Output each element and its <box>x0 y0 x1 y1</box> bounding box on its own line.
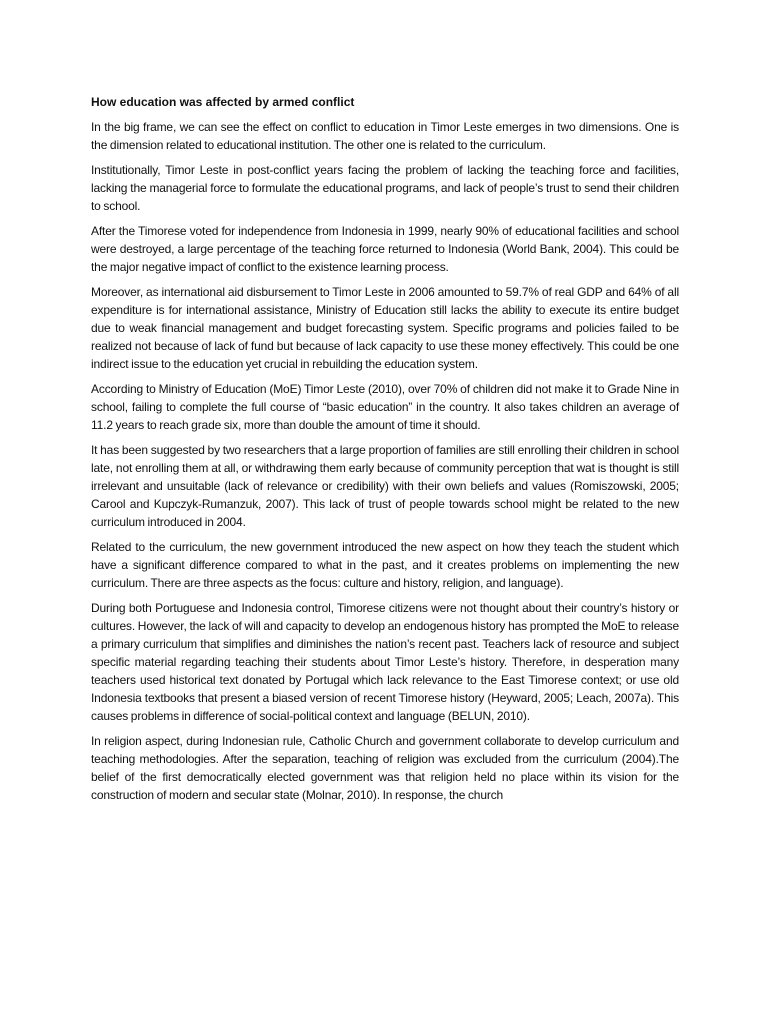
paragraph-9: In religion aspect, during Indonesian rule, Catholic Church and government collaborate to develop curriculum and teaching methodologies. After the separation, teaching of religion was excluded from the curriculum (2004).The belief of the first democratically elected government was that religion held no place within its vision for the construction of modern and secular state (Molnar, 2010). In response, the church <box>91 734 679 802</box>
paragraph-3: After the Timorese voted for independence from Indonesia in 1999, nearly 90% of educational facilities and school were destroyed, a large percentage of the teaching force returned to Indonesia (World Bank, 2004). This could be the major negative impact of conflict to the existence learning process. <box>91 224 679 274</box>
paragraph-6: It has been suggested by two researchers that a large proportion of families are still enrolling their children in school late, not enrolling them at all, or withdrawing them early because of community perception that wat is thought is still irrelevant and unsuitable (lack of relevance or credibility) with their own beliefs and values (Romiszowski, 2005; Carool and Kupczyk-Rumanzuk, 2007). This lack of trust of people towards school might be related to the new curriculum introduced in 2004. <box>91 443 679 529</box>
paragraph-4: Moreover, as international aid disbursement to Timor Leste in 2006 amounted to 59.7% of real GDP and 64% of all expenditure is for international assistance, Ministry of Education still lacks the ability to execute its entire budget due to weak financial management and budget forecasting system. Specific programs and policies failed to be realized not because of lack of fund but because of lack capacity to use these money effectively. This could be one indirect issue to the education yet crucial in rebuilding the education system. <box>91 285 679 371</box>
paragraph-5: According to Ministry of Education (MoE) Timor Leste (2010), over 70% of children did not make it to Grade Nine in school, failing to complete the full course of “basic education” in the country. It also takes children an average of 11.2 years to reach grade six, more than double the amount of time it should. <box>91 382 679 432</box>
document-title: How education was affected by armed conflict <box>91 95 355 109</box>
paragraph-8: During both Portuguese and Indonesia control, Timorese citizens were not thought about their country’s history or cultures. However, the lack of will and capacity to develop an endogenous history has prompted the MoE to release a primary curriculum that simplifies and diminishes the nation’s recent past. Teachers lack of resource and subject specific material regarding teaching their students about Timor Leste’s history. Therefore, in desperation many teachers used historical text donated by Portugal which lack relevance to the East Timorese context; or use old Indonesia textbooks that present a biased version of recent Timorese history (Heyward, 2005; Leach, 2007a). This causes problems in difference of social-political context and language (BELUN, 2010). <box>91 601 679 723</box>
paragraph-7: Related to the curriculum, the new government introduced the new aspect on how they teach the student which have a significant difference compared to what in the past, and it creates problems on implementing the new curriculum. There are three aspects as the focus: culture and history, religion, and language). <box>91 540 679 590</box>
paragraph-2: Institutionally, Timor Leste in post-conflict years facing the problem of lacking the teaching force and facilities, lacking the managerial force to formulate the educational programs, and lack of people’s trust to send their children to school. <box>91 163 679 213</box>
paragraph-1: In the big frame, we can see the effect on conflict to education in Timor Leste emerges in two dimensions. One is the dimension related to educational institution. The other one is related to the curriculum. <box>91 120 679 152</box>
